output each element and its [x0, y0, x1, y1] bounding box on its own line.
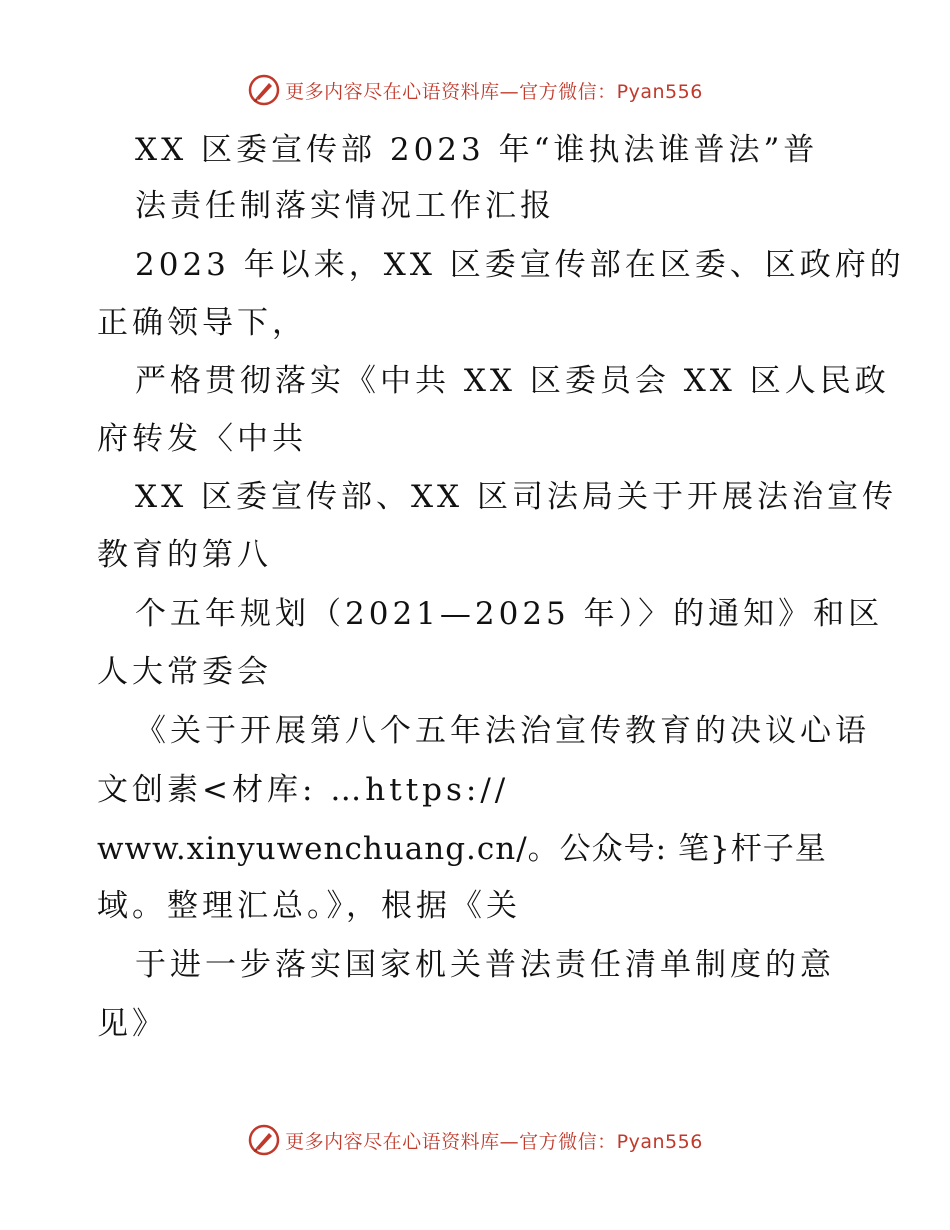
paragraph-line: 教育的第八: [97, 537, 272, 573]
footer-banner: [0, 1120, 950, 1160]
paragraph-line: 个五年规划（2021—2025 年）〉的通知》和区: [135, 596, 884, 632]
document-title-line-2: 法责任制落实情况工作汇报: [135, 188, 555, 224]
paragraph-line: 于进一步落实国家机关普法责任清单制度的意: [135, 947, 835, 983]
paragraph-line: 《关于开展第八个五年法治宣传教育的决议心语: [135, 713, 870, 749]
paragraph-line: 严格贯彻落实《中共 XX 区委员会 XX 区人民政: [135, 363, 890, 399]
wechat-id: Pyan556: [616, 1130, 703, 1153]
paragraph-line: 见》: [97, 1006, 167, 1042]
paragraph-line: 域。整理汇总。》，根据《关: [97, 888, 521, 924]
banner-text: 更多内容尽在心语资料库—官方微信：Pyan556: [285, 1130, 703, 1153]
paragraph-line: 人大常委会: [97, 654, 272, 690]
paragraph-line: www.xinyuwenchuang.cn/。公众号: 笔}杆子星: [97, 831, 827, 867]
document-title-line-1: XX 区委宣传部 2023 年“谁执法谁普法”普: [135, 132, 819, 168]
paragraph-line: 2023 年以来，XX 区委宣传部在区委、区政府的: [135, 247, 905, 283]
header-banner: [0, 70, 950, 110]
paragraph-line: 正确领导下，: [97, 305, 307, 341]
pen-quill-circle-icon: [247, 73, 281, 107]
paragraph-line: 文创素<材库: …https://: [97, 772, 510, 808]
banner-text: 更多内容尽在心语资料库—官方微信：Pyan556: [285, 80, 703, 103]
pen-quill-circle-icon: [247, 1123, 281, 1157]
paragraph-line: XX 区委宣传部、XX 区司法局关于开展法治宣传: [135, 479, 897, 515]
paragraph-line: 府转发〈中共: [97, 421, 307, 457]
wechat-id: Pyan556: [616, 80, 703, 103]
